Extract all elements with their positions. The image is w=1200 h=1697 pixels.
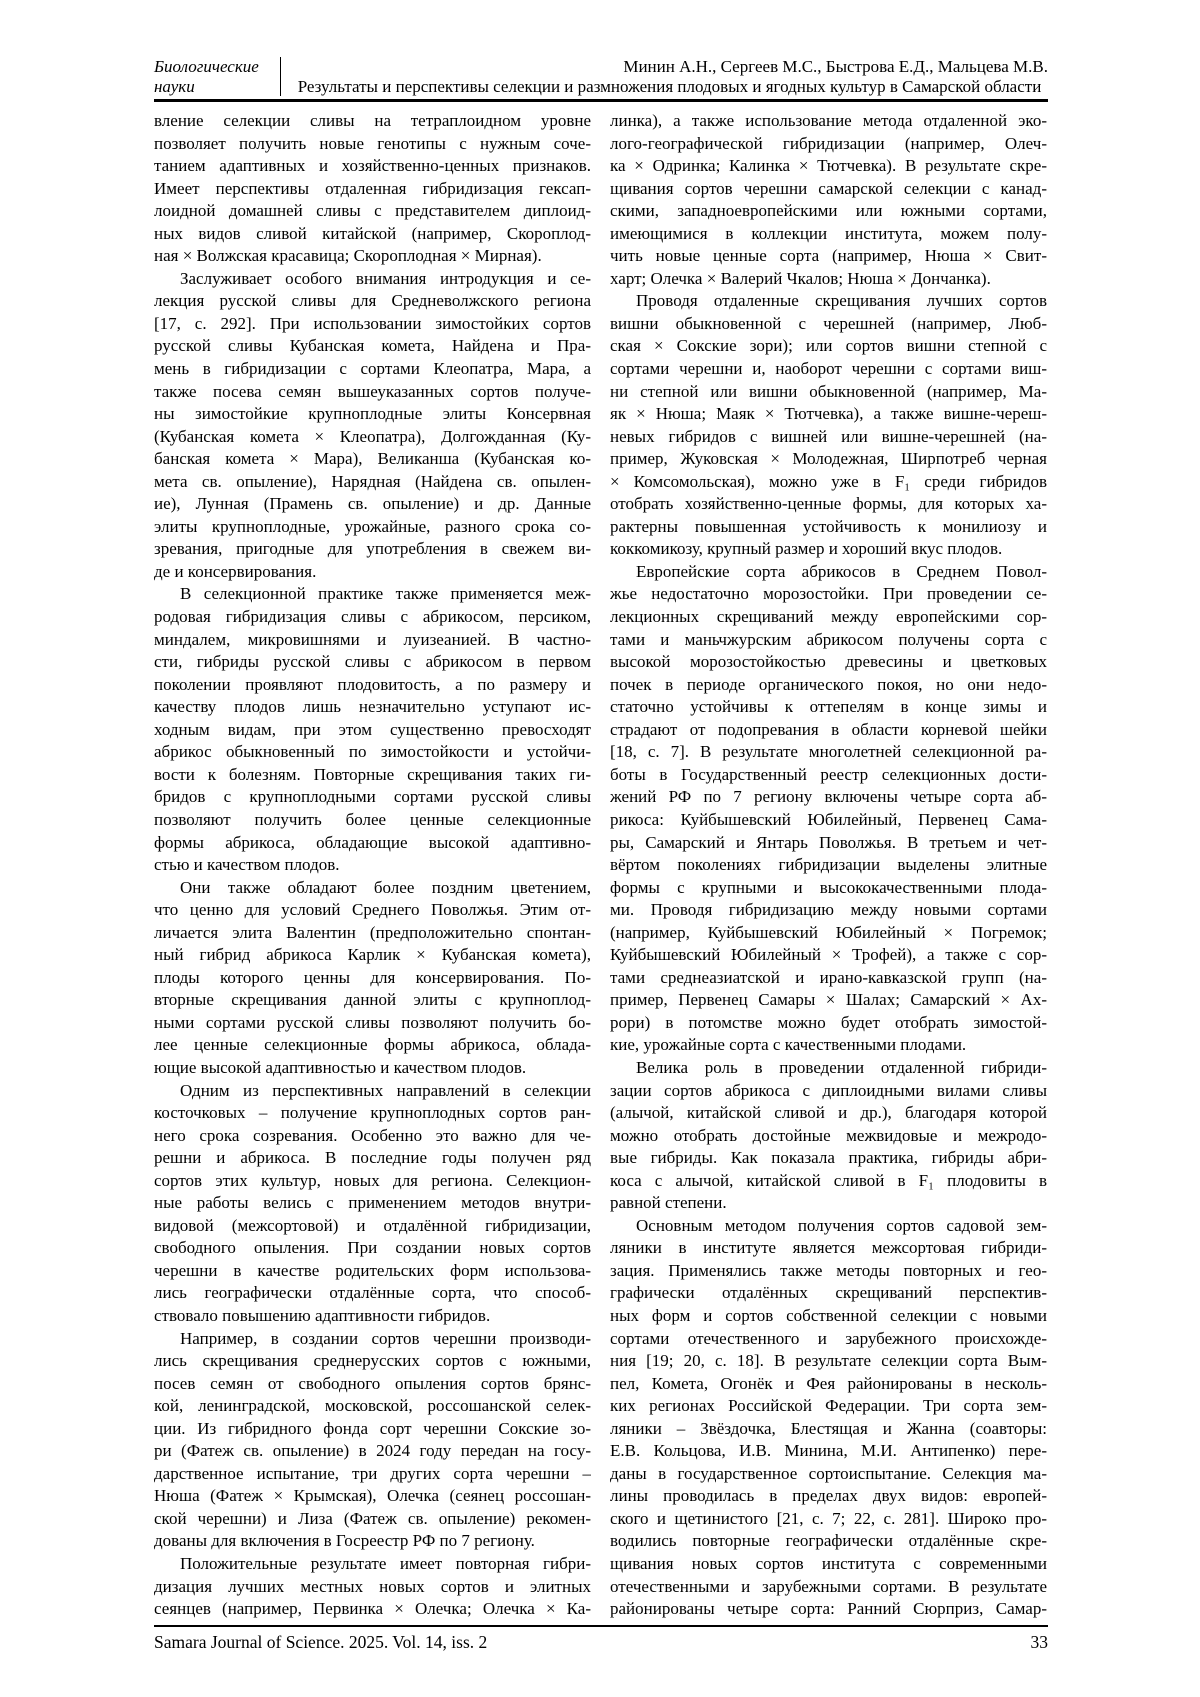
text-line: ния [19; 20, с. 18]. В результате селекции сорта Вым- (610, 1351, 1047, 1371)
text-line: решни и абрикоса. В последние годы получен ряд (154, 1148, 591, 1168)
text-line: пример, Первенец Самары × Шалах; Самарский × Ах- (610, 990, 1047, 1010)
text-line: формы абрикоса, обладающие высокой адаптивно- (154, 832, 591, 852)
text-line: боты в Государственный реестр селекционных дости- (610, 764, 1047, 784)
text-line: Основным методом получения сортов садовой зем- (636, 1215, 1047, 1235)
text-line: вёртом поколениях гибридизации выделены элитные (610, 855, 1047, 875)
text-line: сортов этих культур, новых для региона. Селекцион- (154, 1170, 591, 1190)
text-line: качеству плодов лишь незначительно уступают ис- (154, 697, 591, 717)
text-line: ка × Одринка; Калинка × Тютчевка). В результате скре- (610, 156, 1047, 176)
text-line: Они также обладают более поздним цветением, (180, 877, 591, 897)
text-line: почек в периоде органического покоя, но они недо- (610, 674, 1047, 694)
text-line: невых гибридов с вишней или вишне-черешней (на- (610, 426, 1047, 446)
page-footer (154, 1625, 1048, 1653)
text-line: дарственное испытание, три других сорта черешни – (154, 1463, 591, 1483)
text-line: даны в государственное сортоиспытание. Селекция ма- (610, 1463, 1047, 1483)
article-body (154, 110, 1048, 1621)
text-line: харт; Олечка × Валерий Чкалов; Нюша × Дончанка). (610, 268, 991, 288)
text-line: ского и щетинистого [21, с. 7; 22, с. 281]. Широко про- (610, 1508, 1047, 1528)
text-line: статочно устойчивы к оттепелям в конце зимы и (610, 697, 1047, 717)
text-line: зации сортов абрикоса с диплоидными вилами сливы (610, 1080, 1047, 1100)
text-line: жений РФ по 7 региону включены четыре сорта аб- (610, 787, 1047, 807)
paragraph (154, 1553, 591, 1621)
paragraph (154, 1080, 591, 1328)
text-line: русской сливы Кубанская комета, Найдена и Пра- (154, 336, 591, 356)
text-line: Велика роль в проведении отдаленной гибриди- (636, 1057, 1047, 1077)
text-line: ных видов сливой китайской (например, Скороплод- (154, 223, 591, 243)
page-header (154, 57, 1048, 102)
text-line: посев семян от свободного опыления сортов брянс- (154, 1373, 591, 1393)
text-line: Имеет перспективы отдаленная гибридизация гексап- (154, 178, 591, 198)
text-line: отобрать хозяйственно-ценные формы, для которых ха- (610, 494, 1047, 514)
text-line: ской черешни) и Лиза (Фатеж св. опыление) рекомен- (154, 1508, 591, 1528)
text-line: водились повторные географически отдалённые скре- (610, 1531, 1047, 1551)
text-line: зревания, пригодные для употребления в свежем ви- (154, 539, 591, 559)
text-line: ны зимостойкие крупноплодные элиты Консервная (154, 404, 591, 424)
text-line: ры, Самарский и Янтарь Поволжья. В третьем и чет- (610, 832, 1047, 852)
text-line: Проводя отдаленные скрещивания лучших сортов (636, 291, 1047, 311)
text-line: лекционных скрещиваний между европейскими сор- (610, 607, 1047, 627)
text-line: пел, Комета, Огонёк и Фея районированы в несколь- (610, 1373, 1047, 1393)
text-line: вости к болезням. Повторные скрещивания таких ги- (154, 764, 591, 784)
paragraph (610, 561, 1047, 1057)
text-line: ции. Из гибридного фонда сорт черешни Сокские зо- (154, 1418, 591, 1438)
text-line: лого-географической гибридизации (например, Олеч- (610, 133, 1047, 153)
text-line: [17, с. 292]. При использовании зимостойких сортов (154, 313, 591, 333)
text-line: (алычой, китайской сливой и др.), благодаря которой (610, 1103, 1047, 1123)
text-line: вишни обыкновенной с черешней (например, Люб- (610, 313, 1047, 333)
text-line: банская комета × Мара), Великанша (Кубанская ко- (154, 449, 591, 469)
text-line: также посева семян вышеуказанных сортов получе- (154, 381, 591, 401)
text-line: формы с крупными и высококачественными плода- (610, 877, 1047, 897)
text-line: мень в гибридизации с сортами Клеопатра, Мара, а (154, 359, 591, 379)
text-line: Куйбышевский Юбилейный × Трофей), а также с сор- (610, 945, 1047, 965)
text-line: Нюша (Фатеж × Крымская), Олечка (сеянец россошан- (154, 1486, 591, 1506)
paragraph (154, 583, 591, 876)
text-line: абрикос обыкновенный по зимостойкости и устойчи- (154, 742, 591, 762)
text-line: (например, Куйбышевский Юбилейный × Погремок; (610, 922, 1047, 942)
text-line: лоидной домашней сливы с представителем диплоид- (154, 201, 591, 221)
text-line: рикоса: Куйбышевский Юбилейный, Первенец Сама- (610, 809, 1047, 829)
column-left (154, 110, 591, 1621)
text-line: позволяют получить более ценные селекционные (154, 809, 591, 829)
text-line: Например, в создании сортов черешни производи- (180, 1328, 591, 1348)
text-line: элиты крупноплодные, урожайные, разного срока со- (154, 516, 591, 536)
text-line: кие, урожайные сорта с качественными плодами. (610, 1035, 967, 1055)
text-line: вление селекции сливы на тетраплоидном уровне (154, 111, 591, 130)
text-line: стью и качеством плодов. (154, 855, 340, 875)
section-label-line2: науки (154, 76, 195, 96)
paragraph (154, 877, 591, 1080)
running-title: Результаты и перспективы селекции и размножения плодовых и ягодных культур в Самарской области (297, 76, 1042, 96)
text-line: лее ценные селекционные формы абрикоса, облада- (154, 1035, 591, 1055)
text-line: ми. Проводя гибридизацию между новыми сортами (610, 900, 1047, 920)
journal-page (154, 57, 1048, 1653)
text-line: ская × Сокские зори); или сортов вишни степной с (610, 336, 1047, 356)
paragraph (610, 1057, 1047, 1215)
text-line: лины проводилась в пределах двух видов: европей- (610, 1486, 1047, 1506)
text-line: кой, ленинградской, московской, россошанской селек- (154, 1396, 591, 1416)
page-number: 33 (1030, 1631, 1048, 1652)
text-line: щивания сортов черешни самарской селекции с канад- (610, 178, 1047, 198)
header-right (281, 57, 1048, 96)
text-line: вторные скрещивания данной элиты с крупноплод- (154, 990, 591, 1010)
text-line: коккомикозу, крупный размер и хороший вкус плодов. (610, 539, 1003, 559)
text-line: страдают от подопревания в области корневой шейки (610, 719, 1047, 739)
text-line: Одним из перспективных направлений в селекции (180, 1080, 591, 1100)
text-line: вые гибриды. Как показала практика, гибриды абри- (610, 1148, 1047, 1168)
text-line: ни степной или вишни обыкновенной (например, Ма- (610, 381, 1047, 401)
text-line: (Кубанская комета × Клеопатра), Долгожданная (Ку- (154, 426, 591, 446)
text-line: ри (Фатеж св. опыление) в 2024 году передан на госу- (154, 1441, 591, 1461)
text-line: ный гибрид абрикоса Карлик × Кубанская комета), (154, 945, 591, 965)
text-line: видовой (межсортовой) и отдалённой гибридизации, (154, 1215, 591, 1235)
column-right (610, 110, 1047, 1621)
text-line: ных форм и сортов собственной селекции с новыми (610, 1305, 1047, 1325)
text-line: В селекционной практике также применяется меж- (180, 584, 591, 604)
text-line: ствовало повышению адаптивности гибридов. (154, 1305, 491, 1325)
text-line: щивания новых сортов института с современными (610, 1554, 1047, 1573)
text-line: можно отобрать достойные межвидовые и межродо- (610, 1125, 1047, 1145)
text-line: × Комсомольская), можно уже в F₁ среди гибридов (610, 471, 1047, 491)
text-line: отечественными и зарубежными сортами. В результате (610, 1576, 1047, 1596)
text-line: имеющимися в коллекции института, можем полу- (610, 223, 1047, 243)
text-line: миндалем, микровишнями и луизеанией. В частно- (154, 629, 591, 649)
text-line: Е.В. Кольцова, И.В. Минина, М.И. Антипенко) пере- (610, 1441, 1047, 1461)
text-line: жье недостаточно морозостойки. При проведении се- (610, 584, 1047, 604)
text-line: косточковых – получение крупноплодных сортов ран- (154, 1103, 591, 1123)
text-line: графически отдалённых скрещиваний перспектив- (610, 1283, 1047, 1303)
text-line: личается элита Валентин (предположительно спонтан- (154, 922, 591, 942)
text-line: ные работы велись с применением методов внутри- (154, 1193, 591, 1213)
text-line: районированы четыре сорта: Ранний Сюрприз, Самар- (610, 1599, 1047, 1619)
text-line: черешни в качестве родительских форм использова- (154, 1260, 591, 1280)
paragraph (154, 110, 591, 268)
text-line: ие), Лунная (Прамень св. опыление) и др. Данные (154, 494, 591, 514)
text-line: линка), а также использование метода отдаленной эко- (610, 111, 1047, 130)
text-line: бридов с крупноплодными сортами русской сливы (154, 787, 591, 807)
text-line: рактерны повышенная устойчивость к монилиозу и (610, 516, 1047, 536)
text-line: де и консервирования. (154, 561, 317, 581)
section-label-line1: Биологические (154, 57, 259, 76)
text-line: равной степени. (610, 1193, 727, 1213)
paragraph (610, 290, 1047, 561)
text-line: ляники в институте является межсортовая гибриди- (610, 1238, 1047, 1258)
paragraph (154, 268, 591, 584)
text-line: [18, с. 7]. В результате многолетней селекционной ра- (610, 742, 1047, 762)
text-line: лекция русской сливы для Средневолжского региона (154, 291, 591, 311)
text-line: пример, Жуковская × Молодежная, Ширпотреб черная (610, 449, 1047, 469)
text-line: ких регионах Российской Федерации. Три сорта зем- (610, 1396, 1047, 1416)
journal-info: Samara Journal of Science. 2025. Vol. 14, iss. 2 (154, 1631, 488, 1652)
authors: Минин А.Н., Сергеев М.С., Быстрова Е.Д., Мальцева М.В. (623, 57, 1048, 76)
text-line: Европейские сорта абрикосов в Среднем Повол- (636, 561, 1047, 581)
text-line: сортами черешни и, наоборот черешни с сортами виш- (610, 359, 1047, 379)
text-line: ющие высокой адаптивностью и качеством плодов. (154, 1057, 527, 1077)
text-line: дизация лучших местных новых сортов и элитных (154, 1576, 591, 1596)
paragraph (610, 1215, 1047, 1621)
paragraph (610, 110, 1047, 290)
text-line: ными сортами русской сливы позволяют получить бо- (154, 1012, 591, 1032)
text-line: ляники – Звёздочка, Блестящая и Жанна (соавторы: (610, 1418, 1047, 1438)
text-line: поколении проявляют плодовитость, а по размеру и (154, 674, 591, 694)
text-line: Положительные результате имеет повторная гибри- (180, 1554, 591, 1573)
text-line: зация. Применялись также методы повторных и гео- (610, 1260, 1047, 1280)
text-line: чить новые ценные сорта (например, Нюша × Свит- (610, 246, 1047, 266)
text-line: як × Нюша; Маяк × Тютчевка), а также вишне-череш- (610, 404, 1047, 424)
text-line: сортами отечественного и зарубежного происхожде- (610, 1328, 1047, 1348)
text-line: сеянцев (например, Первинка × Олечка; Олечка × Ка- (154, 1599, 591, 1619)
text-line: плоды которого ценны для консервирования. По- (154, 967, 591, 987)
text-line: лись скрещивания среднерусских сортов с южными, (154, 1351, 591, 1371)
text-line: свободного опыления. При создании новых сортов (154, 1238, 591, 1258)
text-line: лись географически отдалённые сорта, что способ- (154, 1283, 591, 1303)
paragraph (154, 1328, 591, 1553)
text-line: дованы для включения в Госреестр РФ по 7 региону. (154, 1531, 535, 1551)
text-line: коса с алычой, китайской сливой в F₁ плодовиты в (610, 1170, 1047, 1190)
text-line: мета св. опыление), Нарядная (Найдена св. опылен- (154, 471, 591, 491)
text-line: позволяет получить новые генотипы с нужным соче- (154, 133, 591, 153)
text-line: сти, гибриды русской сливы с абрикосом в первом (154, 652, 591, 672)
text-line: высокой морозостойкостью древесины и цветковых (610, 652, 1047, 672)
text-line: тами среднеазиатской и ирано-кавказской групп (на- (610, 967, 1047, 987)
text-line: ходным видам, при этом существенно превосходят (154, 719, 591, 739)
text-line: танием адаптивных и хозяйственно-ценных признаков. (154, 156, 591, 176)
text-line: тами и маньчжурским абрикосом получены сорта с (610, 629, 1047, 649)
text-line: Заслуживает особого внимания интродукция и се- (180, 268, 591, 288)
text-line: рори) в потомстве можно будет отобрать зимостой- (610, 1012, 1047, 1032)
text-line: что ценно для условий Среднего Поволжья. Этим от- (154, 900, 591, 920)
text-line: скими, западноевропейскими или южными сортами, (610, 201, 1047, 221)
text-line: ная × Волжская красавица; Скороплодная × Мирная). (154, 246, 542, 266)
text-line: него срока созревания. Особенно это важно для че- (154, 1125, 591, 1145)
text-line: родовая гибридизация сливы с абрикосом, персиком, (154, 607, 591, 627)
section-label (154, 57, 281, 96)
